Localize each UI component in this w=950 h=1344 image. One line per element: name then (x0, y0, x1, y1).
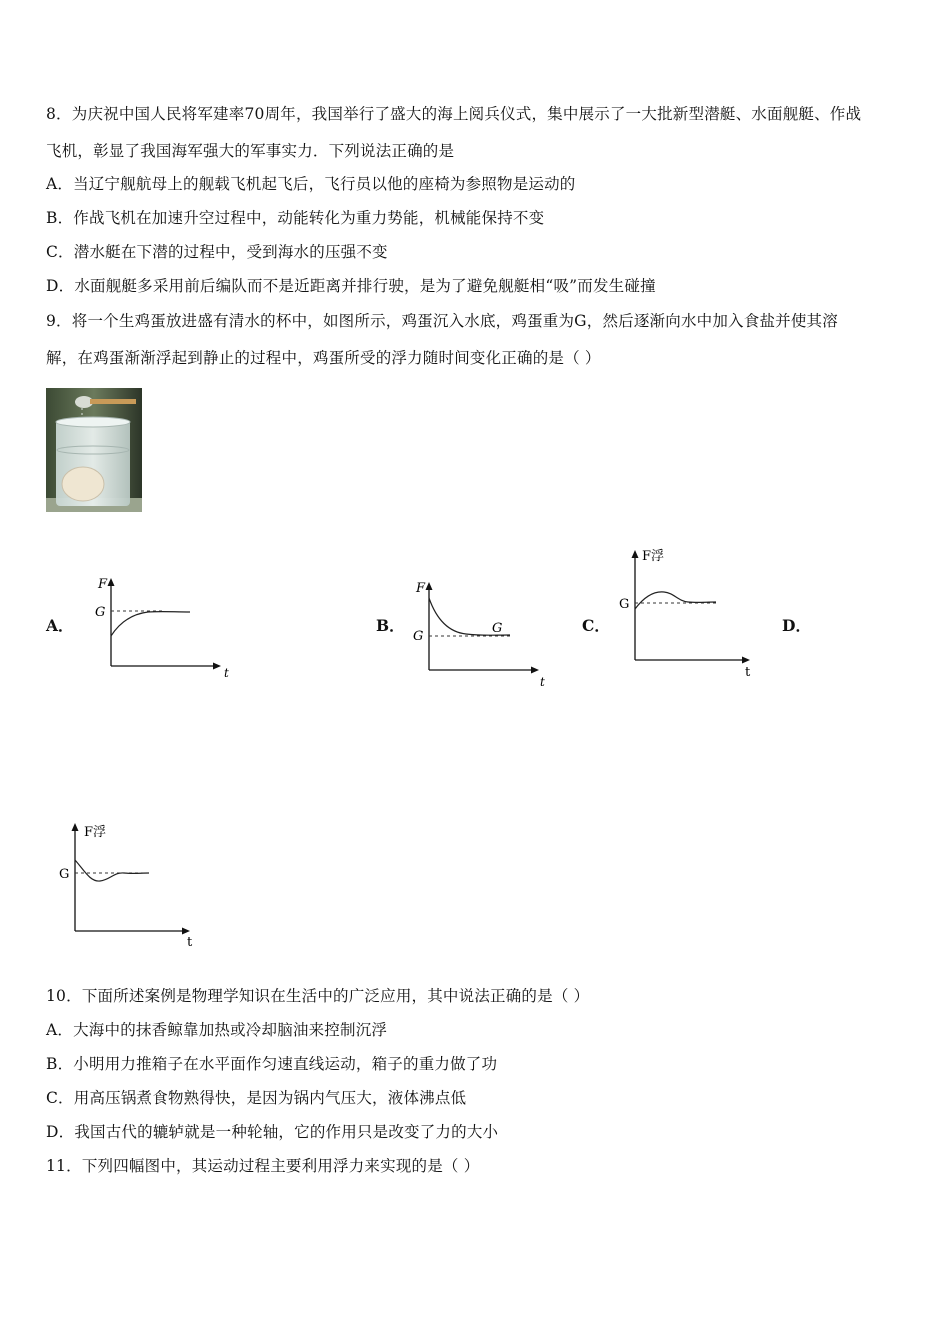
q8-option-a: A．当辽宁舰航母上的舰载飞机起飞后，飞行员以他的座椅为参照物是运动的 (46, 175, 576, 193)
graph-b-x-arrow (531, 667, 539, 674)
graph-c-y-arrow (632, 550, 639, 558)
graph-d-y-arrow (72, 823, 79, 831)
q9-option-d-label: D． (782, 616, 811, 635)
egg-in-glass-illustration (46, 388, 142, 512)
graph-a-f-label: F (98, 577, 108, 592)
graph-b-t-label: t (540, 675, 545, 689)
q10-option-a: A．大海中的抹香鲸靠加热或冷却脑油来控制沉浮 (46, 1021, 388, 1039)
graph-c-curve (635, 592, 716, 609)
q9-stem-line2: 解，在鸡蛋渐渐浮起到静止的过程中，鸡蛋所受的浮力随时间变化正确的是（ ） (46, 349, 601, 367)
graph-b-f-label: F (416, 581, 426, 596)
graph-b (410, 574, 560, 689)
graph-c (614, 545, 764, 680)
graph-c-g-label: G (619, 597, 630, 612)
q10-stem: 10．下面所述案例是物理学知识在生活中的广泛应用，其中说法正确的是（ ） (46, 987, 590, 1005)
q10-option-c: C．用高压锅煮食物熟得快，是因为锅内气压大，液体沸点低 (46, 1089, 467, 1107)
q8-stem-line2: 飞机，彰显了我国海军强大的军事实力．下列说法正确的是 (46, 142, 455, 160)
graph-c-x-arrow (742, 657, 750, 664)
graph-c-t-label: t (745, 665, 751, 680)
q9-option-a-label: A． (46, 616, 74, 635)
graph-a-x-arrow (213, 663, 221, 670)
q11-stem: 11．下列四幅图中，其运动过程主要利用浮力来实现的是（ ） (46, 1157, 480, 1175)
graph-d-x-arrow (182, 928, 190, 935)
q9-stem-line1: 9．将一个生鸡蛋放进盛有清水的杯中，如图所示，鸡蛋沉入水底，鸡蛋重为G，然后逐渐向水中加入食盐并使其溶 (46, 312, 838, 330)
graph-d (54, 818, 204, 953)
graph-d-f-label: F浮 (84, 825, 107, 840)
graph-b-g-label-axis: G (413, 629, 424, 644)
graph-c-f-label: F浮 (642, 549, 665, 564)
graph-d-g-label: G (59, 867, 70, 882)
q8-option-c: C．潜水艇在下潜的过程中，受到海水的压强不变 (46, 243, 388, 261)
graph-d-curve (75, 860, 149, 881)
q8-option-d: D．水面舰艇多采用前后编队而不是近距离并排行驶，是为了避免舰艇相“吸”而发生碰撞 (46, 277, 656, 295)
q10-option-d: D．我国古代的辘轳就是一种轮轴，它的作用只是改变了力的大小 (46, 1123, 499, 1141)
graph-a-t-label: t (224, 666, 229, 680)
q8-option-b: B．作战飞机在加速升空过程中，动能转化为重力势能，机械能保持不变 (46, 209, 545, 227)
q9-option-c-label: C． (582, 616, 610, 635)
q9-option-b-label: B． (376, 616, 405, 635)
graph-a-g-label: G (95, 605, 106, 620)
graph-a-y-arrow (108, 578, 115, 586)
q10-option-b: B．小明用力推箱子在水平面作匀速直线运动，箱子的重力做了功 (46, 1055, 498, 1073)
graph-d-t-label: t (187, 935, 193, 950)
graph-b-y-arrow (426, 582, 433, 590)
graph-a (92, 574, 242, 684)
graph-b-g-label-curve: G (492, 621, 503, 636)
graph-a-curve (111, 612, 190, 636)
q8-stem-line1: 8．为庆祝中国人民将军建率70周年，我国举行了盛大的海上阅兵仪式，集中展示了一大批新型潜艇、水面舰艇、作战 (46, 105, 862, 123)
